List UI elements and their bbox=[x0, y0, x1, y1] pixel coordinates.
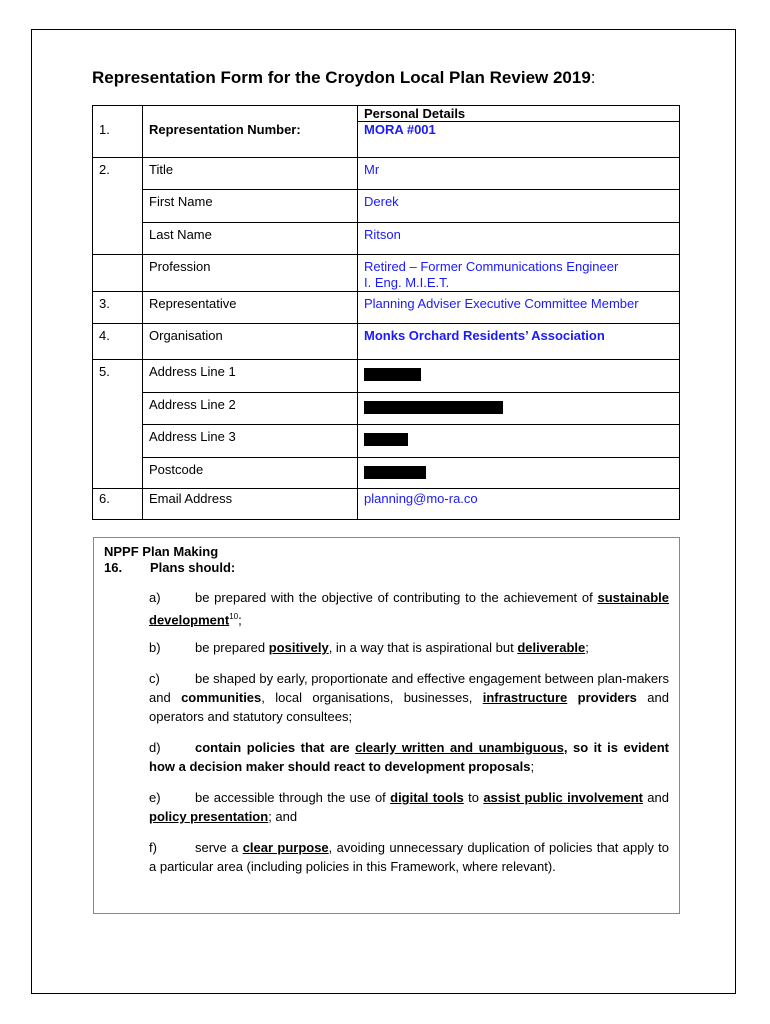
redaction-block bbox=[364, 433, 408, 446]
personal-details-table bbox=[92, 105, 680, 520]
clause-a: a) be prepared with the objective of contributing to the achievement of sustainable development$^{10}$; bbox=[149, 590, 669, 628]
row-number: 1. bbox=[93, 122, 143, 158]
clause-b: b) be prepared positively, in a way that is aspirational but deliverable; bbox=[149, 640, 589, 655]
table-header: Personal Details bbox=[358, 106, 680, 122]
redaction-block bbox=[364, 368, 421, 381]
last-name-value: Ritson bbox=[358, 223, 680, 255]
row-number: 4. bbox=[93, 324, 143, 360]
email-value: planning@mo-ra.co bbox=[358, 489, 680, 520]
nppf-plan-making-box bbox=[93, 537, 680, 914]
field-label: Profession bbox=[143, 255, 358, 292]
address-line-1-value bbox=[358, 360, 680, 393]
row-number: 6. bbox=[93, 489, 143, 520]
page-title: Representation Form for the Croydon Local Plan Review 2019: bbox=[92, 68, 596, 87]
field-label: Email Address bbox=[143, 489, 358, 520]
clause-d: d) contain policies that are clearly written and unambiguous, so it is evident how a decision maker should react to development proposals; bbox=[149, 740, 670, 774]
field-label: Representation Number: bbox=[143, 122, 358, 158]
profession-value: Retired – Former Communications Engineer I. Eng. M.I.E.T. bbox=[358, 255, 680, 292]
first-name-value: Derek bbox=[358, 190, 680, 223]
row-number: 2. bbox=[93, 158, 143, 190]
field-label: Address Line 1 bbox=[143, 360, 358, 393]
address-line-3-value bbox=[358, 425, 680, 458]
clause-f: f) serve a clear purpose, avoiding unnecessary duplication of policies that apply to a particular area (including policies in this Framework, where relevant). bbox=[149, 840, 669, 874]
organisation-value: Monks Orchard Residents’ Association bbox=[358, 324, 680, 360]
nppf-heading: NPPF Plan Making 16. Plans should: bbox=[104, 544, 236, 575]
field-label: Address Line 2 bbox=[143, 393, 358, 425]
redaction-block bbox=[364, 466, 426, 479]
row-number: 5. bbox=[93, 360, 143, 393]
title-value: Mr bbox=[358, 158, 680, 190]
field-label: Address Line 3 bbox=[143, 425, 358, 458]
representative-value: Planning Adviser Executive Committee Member bbox=[358, 292, 680, 324]
field-label: Organisation bbox=[143, 324, 358, 360]
redaction-block bbox=[364, 401, 503, 414]
field-label: Title bbox=[143, 158, 358, 190]
field-label: Last Name bbox=[143, 223, 358, 255]
postcode-value bbox=[358, 458, 680, 489]
clause-c: c) be shaped by early, proportionate and effective engagement between plan-makers and communities, local organisations, businesses, infrastructure providers and operators and statutory consultees; bbox=[149, 671, 669, 724]
field-label: First Name bbox=[143, 190, 358, 223]
field-label: Representative bbox=[143, 292, 358, 324]
field-label: Postcode bbox=[143, 458, 358, 489]
address-line-2-value bbox=[358, 393, 680, 425]
clause-e: e) be accessible through the use of digital tools to assist public involvement and policy presentation; and bbox=[149, 790, 669, 824]
row-number: 3. bbox=[93, 292, 143, 324]
representation-number-value: MORA #001 bbox=[358, 122, 680, 158]
